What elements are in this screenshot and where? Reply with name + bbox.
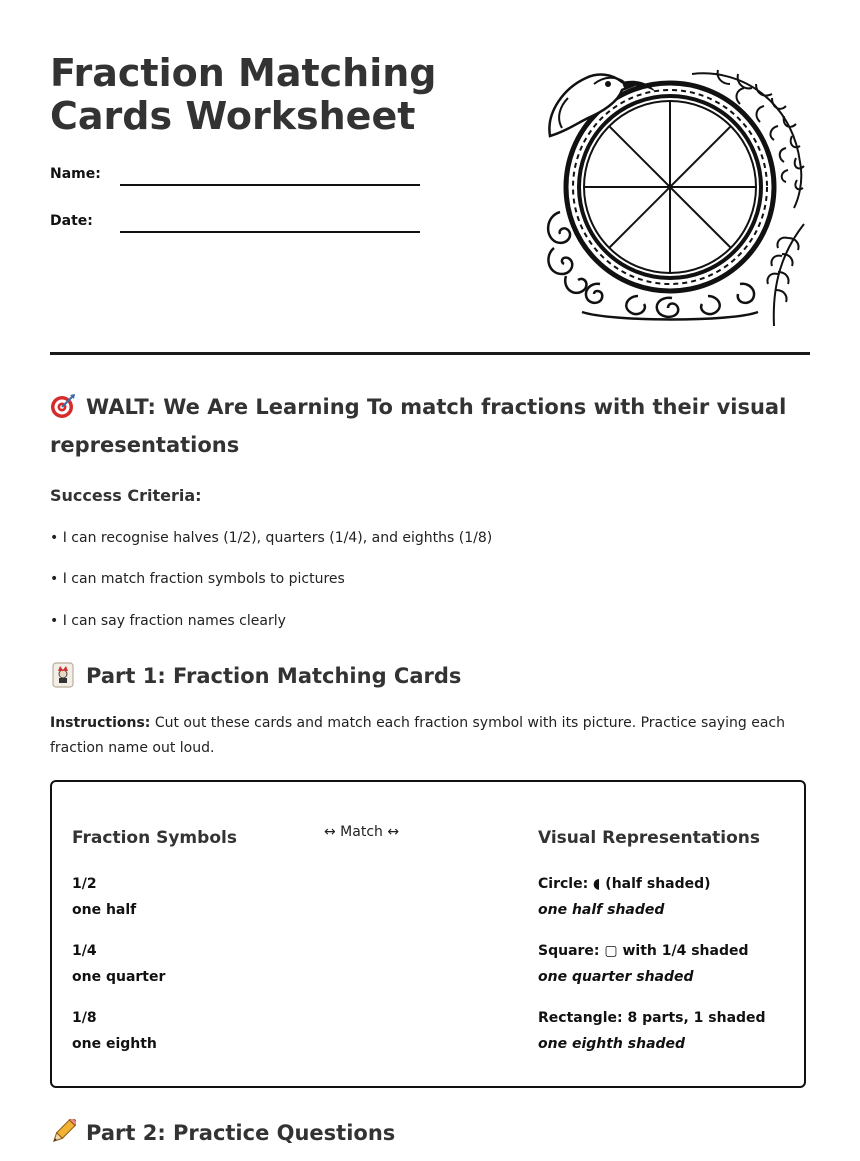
symbol-fraction: 1/2 [72,876,97,892]
visual-description: Square: ▢ with 1/4 shaded [538,943,749,959]
visual-card-eighth[interactable] [538,1005,766,1057]
visual-card-half[interactable] [538,871,711,923]
symbol-fraction: 1/4 [72,943,97,959]
criteria-item: • I can recognise halves (1/2), quarters (1/4), and eighths (1/8) [50,530,493,546]
visual-caption: one quarter shaded [538,969,694,985]
success-criteria-title: Success Criteria: [50,486,202,505]
symbol-fraction: 1/8 [72,1010,97,1026]
walt-text: WALT: We Are Learning To match fractions with their visual representations [50,395,787,457]
symbol-card-eighth[interactable] [72,1005,157,1057]
criteria-item: • I can say fraction names clearly [50,613,286,629]
date-write-line[interactable] [120,231,420,233]
visual-caption: one eighth shaded [538,1036,686,1052]
part2-heading [50,1117,395,1149]
pencil-icon [50,1119,76,1145]
matching-cards-box [50,780,806,1088]
worksheet-page [50,0,810,1145]
visual-representations-heading: Visual Representations [538,828,761,848]
name-write-line[interactable] [120,184,420,186]
part2-title: Part 2: Practice Questions [86,1121,396,1145]
symbol-card-quarter[interactable] [72,938,165,990]
criteria-item: • I can match fraction symbols to pictures [50,571,345,587]
dart-target-icon [50,393,76,419]
visual-card-quarter[interactable] [538,938,749,990]
joker-card-icon [50,662,76,688]
visual-description: Circle: ◖ (half shaded) [538,876,711,892]
name-field [50,166,430,192]
date-field [50,213,430,239]
match-label: ↔ Match ↔ [324,824,400,840]
part1-heading [50,660,461,692]
part1-title: Part 1: Fraction Matching Cards [86,664,462,688]
name-label: Name: [50,166,101,182]
visual-description: Rectangle: 8 parts, 1 shaded [538,1010,766,1026]
visual-caption: one half shaded [538,902,665,918]
fraction-symbols-heading: Fraction Symbols [72,828,237,848]
worksheet-header [50,0,810,355]
page-title: Fraction Matching Cards Worksheet [50,51,437,138]
maori-fraction-wheel-illustration [542,62,810,330]
symbol-card-half[interactable] [72,871,136,923]
walt-heading [50,388,810,464]
date-label: Date: [50,213,93,229]
symbol-name: one quarter [72,969,166,985]
instructions-label: Instructions: [50,715,151,731]
instructions-text: Cut out these cards and match each fraction symbol with its picture. Practice saying each fraction name out loud. [50,715,785,756]
part1-instructions [50,711,790,761]
symbol-name: one half [72,902,137,918]
symbol-name: one eighth [72,1036,157,1052]
